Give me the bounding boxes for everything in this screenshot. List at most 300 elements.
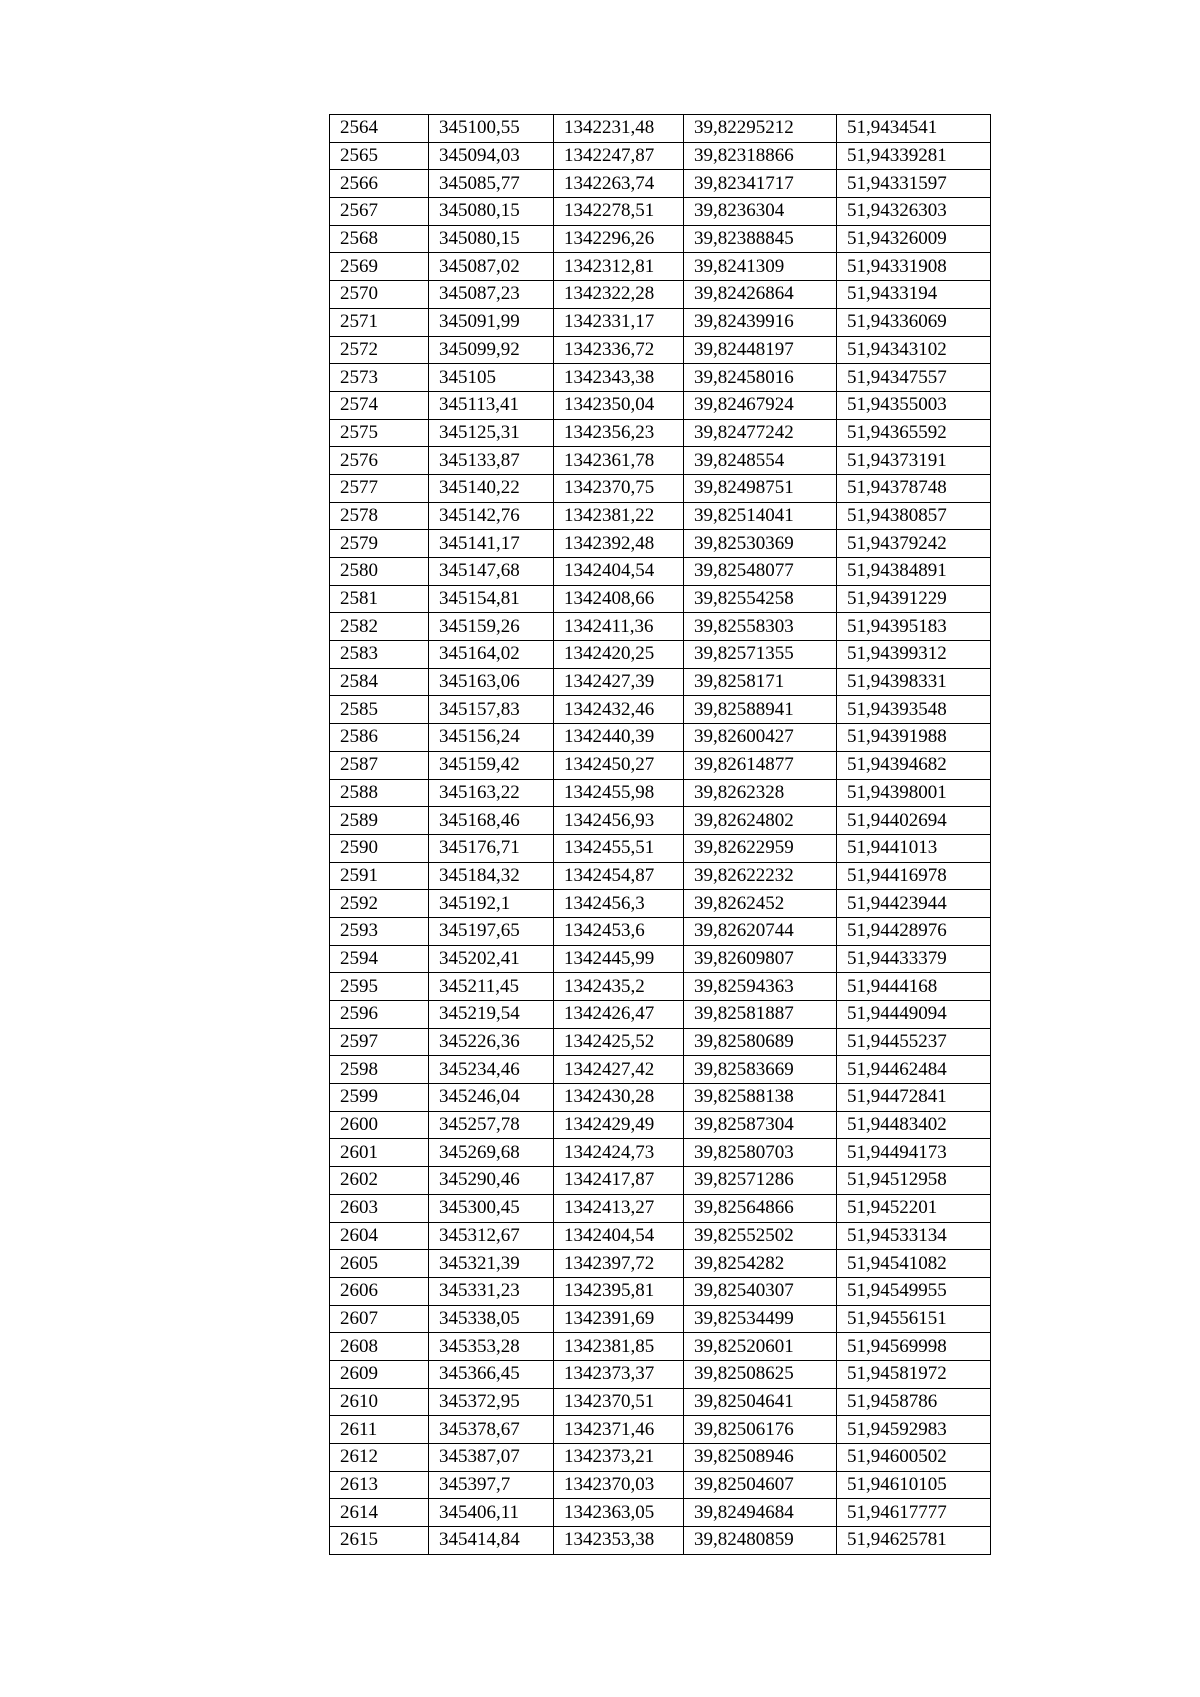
y-coordinate-cell: 1342322,28 <box>554 281 684 309</box>
table-row <box>330 1028 991 1056</box>
y-coordinate-cell: 1342296,26 <box>554 225 684 253</box>
point-number-cell: 2606 <box>330 1277 429 1305</box>
y-coordinate-cell: 1342370,75 <box>554 474 684 502</box>
longitude-cell: 39,82295212 <box>684 115 837 143</box>
latitude-cell: 51,94483402 <box>837 1111 991 1139</box>
longitude-cell: 39,82498751 <box>684 474 837 502</box>
latitude-cell: 51,94556151 <box>837 1305 991 1333</box>
latitude-cell: 51,94416978 <box>837 862 991 890</box>
x-coordinate-cell: 345159,42 <box>429 751 554 779</box>
table-row <box>330 1277 991 1305</box>
x-coordinate-cell: 345321,39 <box>429 1250 554 1278</box>
x-coordinate-cell: 345176,71 <box>429 834 554 862</box>
y-coordinate-cell: 1342397,72 <box>554 1250 684 1278</box>
y-coordinate-cell: 1342450,27 <box>554 751 684 779</box>
longitude-cell: 39,82458016 <box>684 364 837 392</box>
latitude-cell: 51,94331597 <box>837 170 991 198</box>
longitude-cell: 39,82620744 <box>684 917 837 945</box>
longitude-cell: 39,82388845 <box>684 225 837 253</box>
x-coordinate-cell: 345338,05 <box>429 1305 554 1333</box>
table-row <box>330 973 991 1001</box>
longitude-cell: 39,82530369 <box>684 530 837 558</box>
latitude-cell: 51,94326303 <box>837 198 991 226</box>
point-number-cell: 2596 <box>330 1001 429 1029</box>
x-coordinate-cell: 345269,68 <box>429 1139 554 1167</box>
x-coordinate-cell: 345378,67 <box>429 1416 554 1444</box>
latitude-cell: 51,94355003 <box>837 391 991 419</box>
point-number-cell: 2611 <box>330 1416 429 1444</box>
longitude-cell: 39,82594363 <box>684 973 837 1001</box>
x-coordinate-cell: 345163,06 <box>429 668 554 696</box>
table-row <box>330 613 991 641</box>
point-number-cell: 2590 <box>330 834 429 862</box>
longitude-cell: 39,82504607 <box>684 1471 837 1499</box>
longitude-cell: 39,82558303 <box>684 613 837 641</box>
latitude-cell: 51,94380857 <box>837 502 991 530</box>
point-number-cell: 2581 <box>330 585 429 613</box>
x-coordinate-cell: 345080,15 <box>429 225 554 253</box>
point-number-cell: 2591 <box>330 862 429 890</box>
table-row <box>330 1360 991 1388</box>
y-coordinate-cell: 1342391,69 <box>554 1305 684 1333</box>
point-number-cell: 2613 <box>330 1471 429 1499</box>
latitude-cell: 51,94569998 <box>837 1333 991 1361</box>
point-number-cell: 2586 <box>330 724 429 752</box>
point-number-cell: 2604 <box>330 1222 429 1250</box>
x-coordinate-cell: 345300,45 <box>429 1194 554 1222</box>
latitude-cell: 51,94391988 <box>837 724 991 752</box>
longitude-cell: 39,82448197 <box>684 336 837 364</box>
latitude-cell: 51,94373191 <box>837 447 991 475</box>
x-coordinate-cell: 345163,22 <box>429 779 554 807</box>
x-coordinate-cell: 345087,02 <box>429 253 554 281</box>
y-coordinate-cell: 1342404,54 <box>554 558 684 586</box>
table-row <box>330 779 991 807</box>
table-row <box>330 225 991 253</box>
table-row <box>330 1139 991 1167</box>
table-row <box>330 751 991 779</box>
latitude-cell: 51,94393548 <box>837 696 991 724</box>
point-number-cell: 2573 <box>330 364 429 392</box>
point-number-cell: 2597 <box>330 1028 429 1056</box>
y-coordinate-cell: 1342420,25 <box>554 641 684 669</box>
latitude-cell: 51,94339281 <box>837 142 991 170</box>
longitude-cell: 39,82581887 <box>684 1001 837 1029</box>
latitude-cell: 51,94428976 <box>837 917 991 945</box>
y-coordinate-cell: 1342427,39 <box>554 668 684 696</box>
x-coordinate-cell: 345184,32 <box>429 862 554 890</box>
x-coordinate-cell: 345157,83 <box>429 696 554 724</box>
table-row <box>330 198 991 226</box>
y-coordinate-cell: 1342353,38 <box>554 1527 684 1555</box>
x-coordinate-cell: 345246,04 <box>429 1084 554 1112</box>
latitude-cell: 51,9452201 <box>837 1194 991 1222</box>
table-row <box>330 1471 991 1499</box>
longitude-cell: 39,82318866 <box>684 142 837 170</box>
longitude-cell: 39,82508625 <box>684 1360 837 1388</box>
point-number-cell: 2594 <box>330 945 429 973</box>
table-row <box>330 253 991 281</box>
longitude-cell: 39,82580689 <box>684 1028 837 1056</box>
table-row <box>330 474 991 502</box>
latitude-cell: 51,94449094 <box>837 1001 991 1029</box>
point-number-cell: 2565 <box>330 142 429 170</box>
x-coordinate-cell: 345094,03 <box>429 142 554 170</box>
point-number-cell: 2612 <box>330 1444 429 1472</box>
point-number-cell: 2599 <box>330 1084 429 1112</box>
point-number-cell: 2595 <box>330 973 429 1001</box>
x-coordinate-cell: 345080,15 <box>429 198 554 226</box>
table-row <box>330 530 991 558</box>
table-row <box>330 945 991 973</box>
table-row <box>330 1111 991 1139</box>
table-row <box>330 807 991 835</box>
y-coordinate-cell: 1342381,85 <box>554 1333 684 1361</box>
x-coordinate-cell: 345142,76 <box>429 502 554 530</box>
longitude-cell: 39,82588138 <box>684 1084 837 1112</box>
latitude-cell: 51,94384891 <box>837 558 991 586</box>
y-coordinate-cell: 1342430,28 <box>554 1084 684 1112</box>
y-coordinate-cell: 1342356,23 <box>554 419 684 447</box>
point-number-cell: 2567 <box>330 198 429 226</box>
point-number-cell: 2582 <box>330 613 429 641</box>
table-row <box>330 142 991 170</box>
table-row <box>330 890 991 918</box>
point-number-cell: 2571 <box>330 308 429 336</box>
point-number-cell: 2572 <box>330 336 429 364</box>
latitude-cell: 51,94472841 <box>837 1084 991 1112</box>
longitude-cell: 39,82341717 <box>684 170 837 198</box>
x-coordinate-cell: 345290,46 <box>429 1167 554 1195</box>
latitude-cell: 51,94331908 <box>837 253 991 281</box>
longitude-cell: 39,82609807 <box>684 945 837 973</box>
table-row <box>330 170 991 198</box>
y-coordinate-cell: 1342350,04 <box>554 391 684 419</box>
latitude-cell: 51,94617777 <box>837 1499 991 1527</box>
longitude-cell: 39,82540307 <box>684 1277 837 1305</box>
table-row <box>330 917 991 945</box>
table-row <box>330 1167 991 1195</box>
x-coordinate-cell: 345202,41 <box>429 945 554 973</box>
y-coordinate-cell: 1342331,17 <box>554 308 684 336</box>
latitude-cell: 51,94402694 <box>837 807 991 835</box>
point-number-cell: 2580 <box>330 558 429 586</box>
x-coordinate-cell: 345197,65 <box>429 917 554 945</box>
y-coordinate-cell: 1342425,52 <box>554 1028 684 1056</box>
point-number-cell: 2587 <box>330 751 429 779</box>
x-coordinate-cell: 345087,23 <box>429 281 554 309</box>
y-coordinate-cell: 1342370,03 <box>554 1471 684 1499</box>
latitude-cell: 51,94610105 <box>837 1471 991 1499</box>
latitude-cell: 51,94343102 <box>837 336 991 364</box>
y-coordinate-cell: 1342432,46 <box>554 696 684 724</box>
x-coordinate-cell: 345085,77 <box>429 170 554 198</box>
point-number-cell: 2600 <box>330 1111 429 1139</box>
y-coordinate-cell: 1342373,37 <box>554 1360 684 1388</box>
coordinates-table-body <box>330 115 991 1555</box>
latitude-cell: 51,9433194 <box>837 281 991 309</box>
y-coordinate-cell: 1342395,81 <box>554 1277 684 1305</box>
x-coordinate-cell: 345099,92 <box>429 336 554 364</box>
table-row <box>330 834 991 862</box>
table-row <box>330 1250 991 1278</box>
longitude-cell: 39,82571355 <box>684 641 837 669</box>
y-coordinate-cell: 1342456,3 <box>554 890 684 918</box>
latitude-cell: 51,94549955 <box>837 1277 991 1305</box>
latitude-cell: 51,9434541 <box>837 115 991 143</box>
table-row <box>330 447 991 475</box>
point-number-cell: 2570 <box>330 281 429 309</box>
table-row <box>330 724 991 752</box>
latitude-cell: 51,94541082 <box>837 1250 991 1278</box>
x-coordinate-cell: 345159,26 <box>429 613 554 641</box>
x-coordinate-cell: 345154,81 <box>429 585 554 613</box>
longitude-cell: 39,82494684 <box>684 1499 837 1527</box>
table-row <box>330 1499 991 1527</box>
x-coordinate-cell: 345414,84 <box>429 1527 554 1555</box>
table-row <box>330 1527 991 1555</box>
table-row <box>330 862 991 890</box>
longitude-cell: 39,8258171 <box>684 668 837 696</box>
y-coordinate-cell: 1342336,72 <box>554 336 684 364</box>
latitude-cell: 51,9444168 <box>837 973 991 1001</box>
latitude-cell: 51,94398001 <box>837 779 991 807</box>
point-number-cell: 2576 <box>330 447 429 475</box>
y-coordinate-cell: 1342455,98 <box>554 779 684 807</box>
x-coordinate-cell: 345312,67 <box>429 1222 554 1250</box>
latitude-cell: 51,94625781 <box>837 1527 991 1555</box>
table-row <box>330 558 991 586</box>
x-coordinate-cell: 345353,28 <box>429 1333 554 1361</box>
point-number-cell: 2603 <box>330 1194 429 1222</box>
y-coordinate-cell: 1342408,66 <box>554 585 684 613</box>
y-coordinate-cell: 1342427,42 <box>554 1056 684 1084</box>
point-number-cell: 2579 <box>330 530 429 558</box>
y-coordinate-cell: 1342361,78 <box>554 447 684 475</box>
table-row <box>330 641 991 669</box>
longitude-cell: 39,82552502 <box>684 1222 837 1250</box>
x-coordinate-cell: 345331,23 <box>429 1277 554 1305</box>
y-coordinate-cell: 1342411,36 <box>554 613 684 641</box>
x-coordinate-cell: 345192,1 <box>429 890 554 918</box>
y-coordinate-cell: 1342312,81 <box>554 253 684 281</box>
longitude-cell: 39,82587304 <box>684 1111 837 1139</box>
x-coordinate-cell: 345366,45 <box>429 1360 554 1388</box>
table-row <box>330 115 991 143</box>
latitude-cell: 51,94395183 <box>837 613 991 641</box>
point-number-cell: 2584 <box>330 668 429 696</box>
point-number-cell: 2605 <box>330 1250 429 1278</box>
longitude-cell: 39,82477242 <box>684 419 837 447</box>
y-coordinate-cell: 1342404,54 <box>554 1222 684 1250</box>
table-row <box>330 419 991 447</box>
y-coordinate-cell: 1342426,47 <box>554 1001 684 1029</box>
latitude-cell: 51,94394682 <box>837 751 991 779</box>
y-coordinate-cell: 1342445,99 <box>554 945 684 973</box>
point-number-cell: 2608 <box>330 1333 429 1361</box>
point-number-cell: 2592 <box>330 890 429 918</box>
y-coordinate-cell: 1342453,6 <box>554 917 684 945</box>
x-coordinate-cell: 345141,17 <box>429 530 554 558</box>
longitude-cell: 39,8262452 <box>684 890 837 918</box>
x-coordinate-cell: 345219,54 <box>429 1001 554 1029</box>
latitude-cell: 51,94455237 <box>837 1028 991 1056</box>
table-row <box>330 1444 991 1472</box>
point-number-cell: 2609 <box>330 1360 429 1388</box>
longitude-cell: 39,82622959 <box>684 834 837 862</box>
latitude-cell: 51,94581972 <box>837 1360 991 1388</box>
y-coordinate-cell: 1342263,74 <box>554 170 684 198</box>
latitude-cell: 51,94399312 <box>837 641 991 669</box>
x-coordinate-cell: 345156,24 <box>429 724 554 752</box>
x-coordinate-cell: 345105 <box>429 364 554 392</box>
coordinates-table <box>329 114 991 1555</box>
longitude-cell: 39,8248554 <box>684 447 837 475</box>
y-coordinate-cell: 1342343,38 <box>554 364 684 392</box>
latitude-cell: 51,9441013 <box>837 834 991 862</box>
table-row <box>330 1084 991 1112</box>
table-row <box>330 1194 991 1222</box>
table-row <box>330 391 991 419</box>
table-row <box>330 1056 991 1084</box>
x-coordinate-cell: 345397,7 <box>429 1471 554 1499</box>
latitude-cell: 51,94378748 <box>837 474 991 502</box>
x-coordinate-cell: 345164,02 <box>429 641 554 669</box>
x-coordinate-cell: 345387,07 <box>429 1444 554 1472</box>
table-row <box>330 1388 991 1416</box>
latitude-cell: 51,94347557 <box>837 364 991 392</box>
point-number-cell: 2607 <box>330 1305 429 1333</box>
point-number-cell: 2593 <box>330 917 429 945</box>
y-coordinate-cell: 1342413,27 <box>554 1194 684 1222</box>
x-coordinate-cell: 345168,46 <box>429 807 554 835</box>
y-coordinate-cell: 1342435,2 <box>554 973 684 1001</box>
x-coordinate-cell: 345100,55 <box>429 115 554 143</box>
latitude-cell: 51,94326009 <box>837 225 991 253</box>
table-row <box>330 1305 991 1333</box>
table-row <box>330 668 991 696</box>
table-row <box>330 585 991 613</box>
latitude-cell: 51,94512958 <box>837 1167 991 1195</box>
table-row <box>330 364 991 392</box>
table-row <box>330 1001 991 1029</box>
point-number-cell: 2589 <box>330 807 429 835</box>
y-coordinate-cell: 1342370,51 <box>554 1388 684 1416</box>
latitude-cell: 51,94494173 <box>837 1139 991 1167</box>
longitude-cell: 39,8262328 <box>684 779 837 807</box>
table-row <box>330 696 991 724</box>
latitude-cell: 51,94462484 <box>837 1056 991 1084</box>
latitude-cell: 51,94533134 <box>837 1222 991 1250</box>
longitude-cell: 39,82439916 <box>684 308 837 336</box>
point-number-cell: 2614 <box>330 1499 429 1527</box>
x-coordinate-cell: 345226,36 <box>429 1028 554 1056</box>
table-row <box>330 308 991 336</box>
longitude-cell: 39,82508946 <box>684 1444 837 1472</box>
point-number-cell: 2574 <box>330 391 429 419</box>
table-row <box>330 1416 991 1444</box>
x-coordinate-cell: 345125,31 <box>429 419 554 447</box>
table-row <box>330 281 991 309</box>
longitude-cell: 39,82520601 <box>684 1333 837 1361</box>
x-coordinate-cell: 345406,11 <box>429 1499 554 1527</box>
latitude-cell: 51,94336069 <box>837 308 991 336</box>
longitude-cell: 39,82554258 <box>684 585 837 613</box>
y-coordinate-cell: 1342363,05 <box>554 1499 684 1527</box>
longitude-cell: 39,82564866 <box>684 1194 837 1222</box>
point-number-cell: 2569 <box>330 253 429 281</box>
y-coordinate-cell: 1342456,93 <box>554 807 684 835</box>
longitude-cell: 39,82514041 <box>684 502 837 530</box>
longitude-cell: 39,82622232 <box>684 862 837 890</box>
longitude-cell: 39,82504641 <box>684 1388 837 1416</box>
x-coordinate-cell: 345147,68 <box>429 558 554 586</box>
table-row <box>330 502 991 530</box>
latitude-cell: 51,94379242 <box>837 530 991 558</box>
longitude-cell: 39,82467924 <box>684 391 837 419</box>
point-number-cell: 2575 <box>330 419 429 447</box>
point-number-cell: 2588 <box>330 779 429 807</box>
longitude-cell: 39,82548077 <box>684 558 837 586</box>
point-number-cell: 2566 <box>330 170 429 198</box>
y-coordinate-cell: 1342424,73 <box>554 1139 684 1167</box>
latitude-cell: 51,94398331 <box>837 668 991 696</box>
table-row <box>330 1222 991 1250</box>
latitude-cell: 51,94592983 <box>837 1416 991 1444</box>
point-number-cell: 2585 <box>330 696 429 724</box>
y-coordinate-cell: 1342429,49 <box>554 1111 684 1139</box>
y-coordinate-cell: 1342417,87 <box>554 1167 684 1195</box>
y-coordinate-cell: 1342381,22 <box>554 502 684 530</box>
y-coordinate-cell: 1342278,51 <box>554 198 684 226</box>
longitude-cell: 39,82614877 <box>684 751 837 779</box>
latitude-cell: 51,94391229 <box>837 585 991 613</box>
latitude-cell: 51,94433379 <box>837 945 991 973</box>
longitude-cell: 39,82580703 <box>684 1139 837 1167</box>
longitude-cell: 39,8241309 <box>684 253 837 281</box>
point-number-cell: 2610 <box>330 1388 429 1416</box>
x-coordinate-cell: 345234,46 <box>429 1056 554 1084</box>
longitude-cell: 39,82571286 <box>684 1167 837 1195</box>
latitude-cell: 51,94423944 <box>837 890 991 918</box>
table-row <box>330 1333 991 1361</box>
table-row <box>330 336 991 364</box>
x-coordinate-cell: 345372,95 <box>429 1388 554 1416</box>
longitude-cell: 39,82624802 <box>684 807 837 835</box>
y-coordinate-cell: 1342247,87 <box>554 142 684 170</box>
point-number-cell: 2578 <box>330 502 429 530</box>
longitude-cell: 39,82583669 <box>684 1056 837 1084</box>
x-coordinate-cell: 345113,41 <box>429 391 554 419</box>
y-coordinate-cell: 1342455,51 <box>554 834 684 862</box>
longitude-cell: 39,8254282 <box>684 1250 837 1278</box>
latitude-cell: 51,94365592 <box>837 419 991 447</box>
longitude-cell: 39,82506176 <box>684 1416 837 1444</box>
longitude-cell: 39,8236304 <box>684 198 837 226</box>
point-number-cell: 2564 <box>330 115 429 143</box>
latitude-cell: 51,94600502 <box>837 1444 991 1472</box>
latitude-cell: 51,9458786 <box>837 1388 991 1416</box>
point-number-cell: 2601 <box>330 1139 429 1167</box>
x-coordinate-cell: 345133,87 <box>429 447 554 475</box>
y-coordinate-cell: 1342440,39 <box>554 724 684 752</box>
point-number-cell: 2577 <box>330 474 429 502</box>
longitude-cell: 39,82600427 <box>684 724 837 752</box>
point-number-cell: 2602 <box>330 1167 429 1195</box>
x-coordinate-cell: 345257,78 <box>429 1111 554 1139</box>
x-coordinate-cell: 345091,99 <box>429 308 554 336</box>
y-coordinate-cell: 1342373,21 <box>554 1444 684 1472</box>
